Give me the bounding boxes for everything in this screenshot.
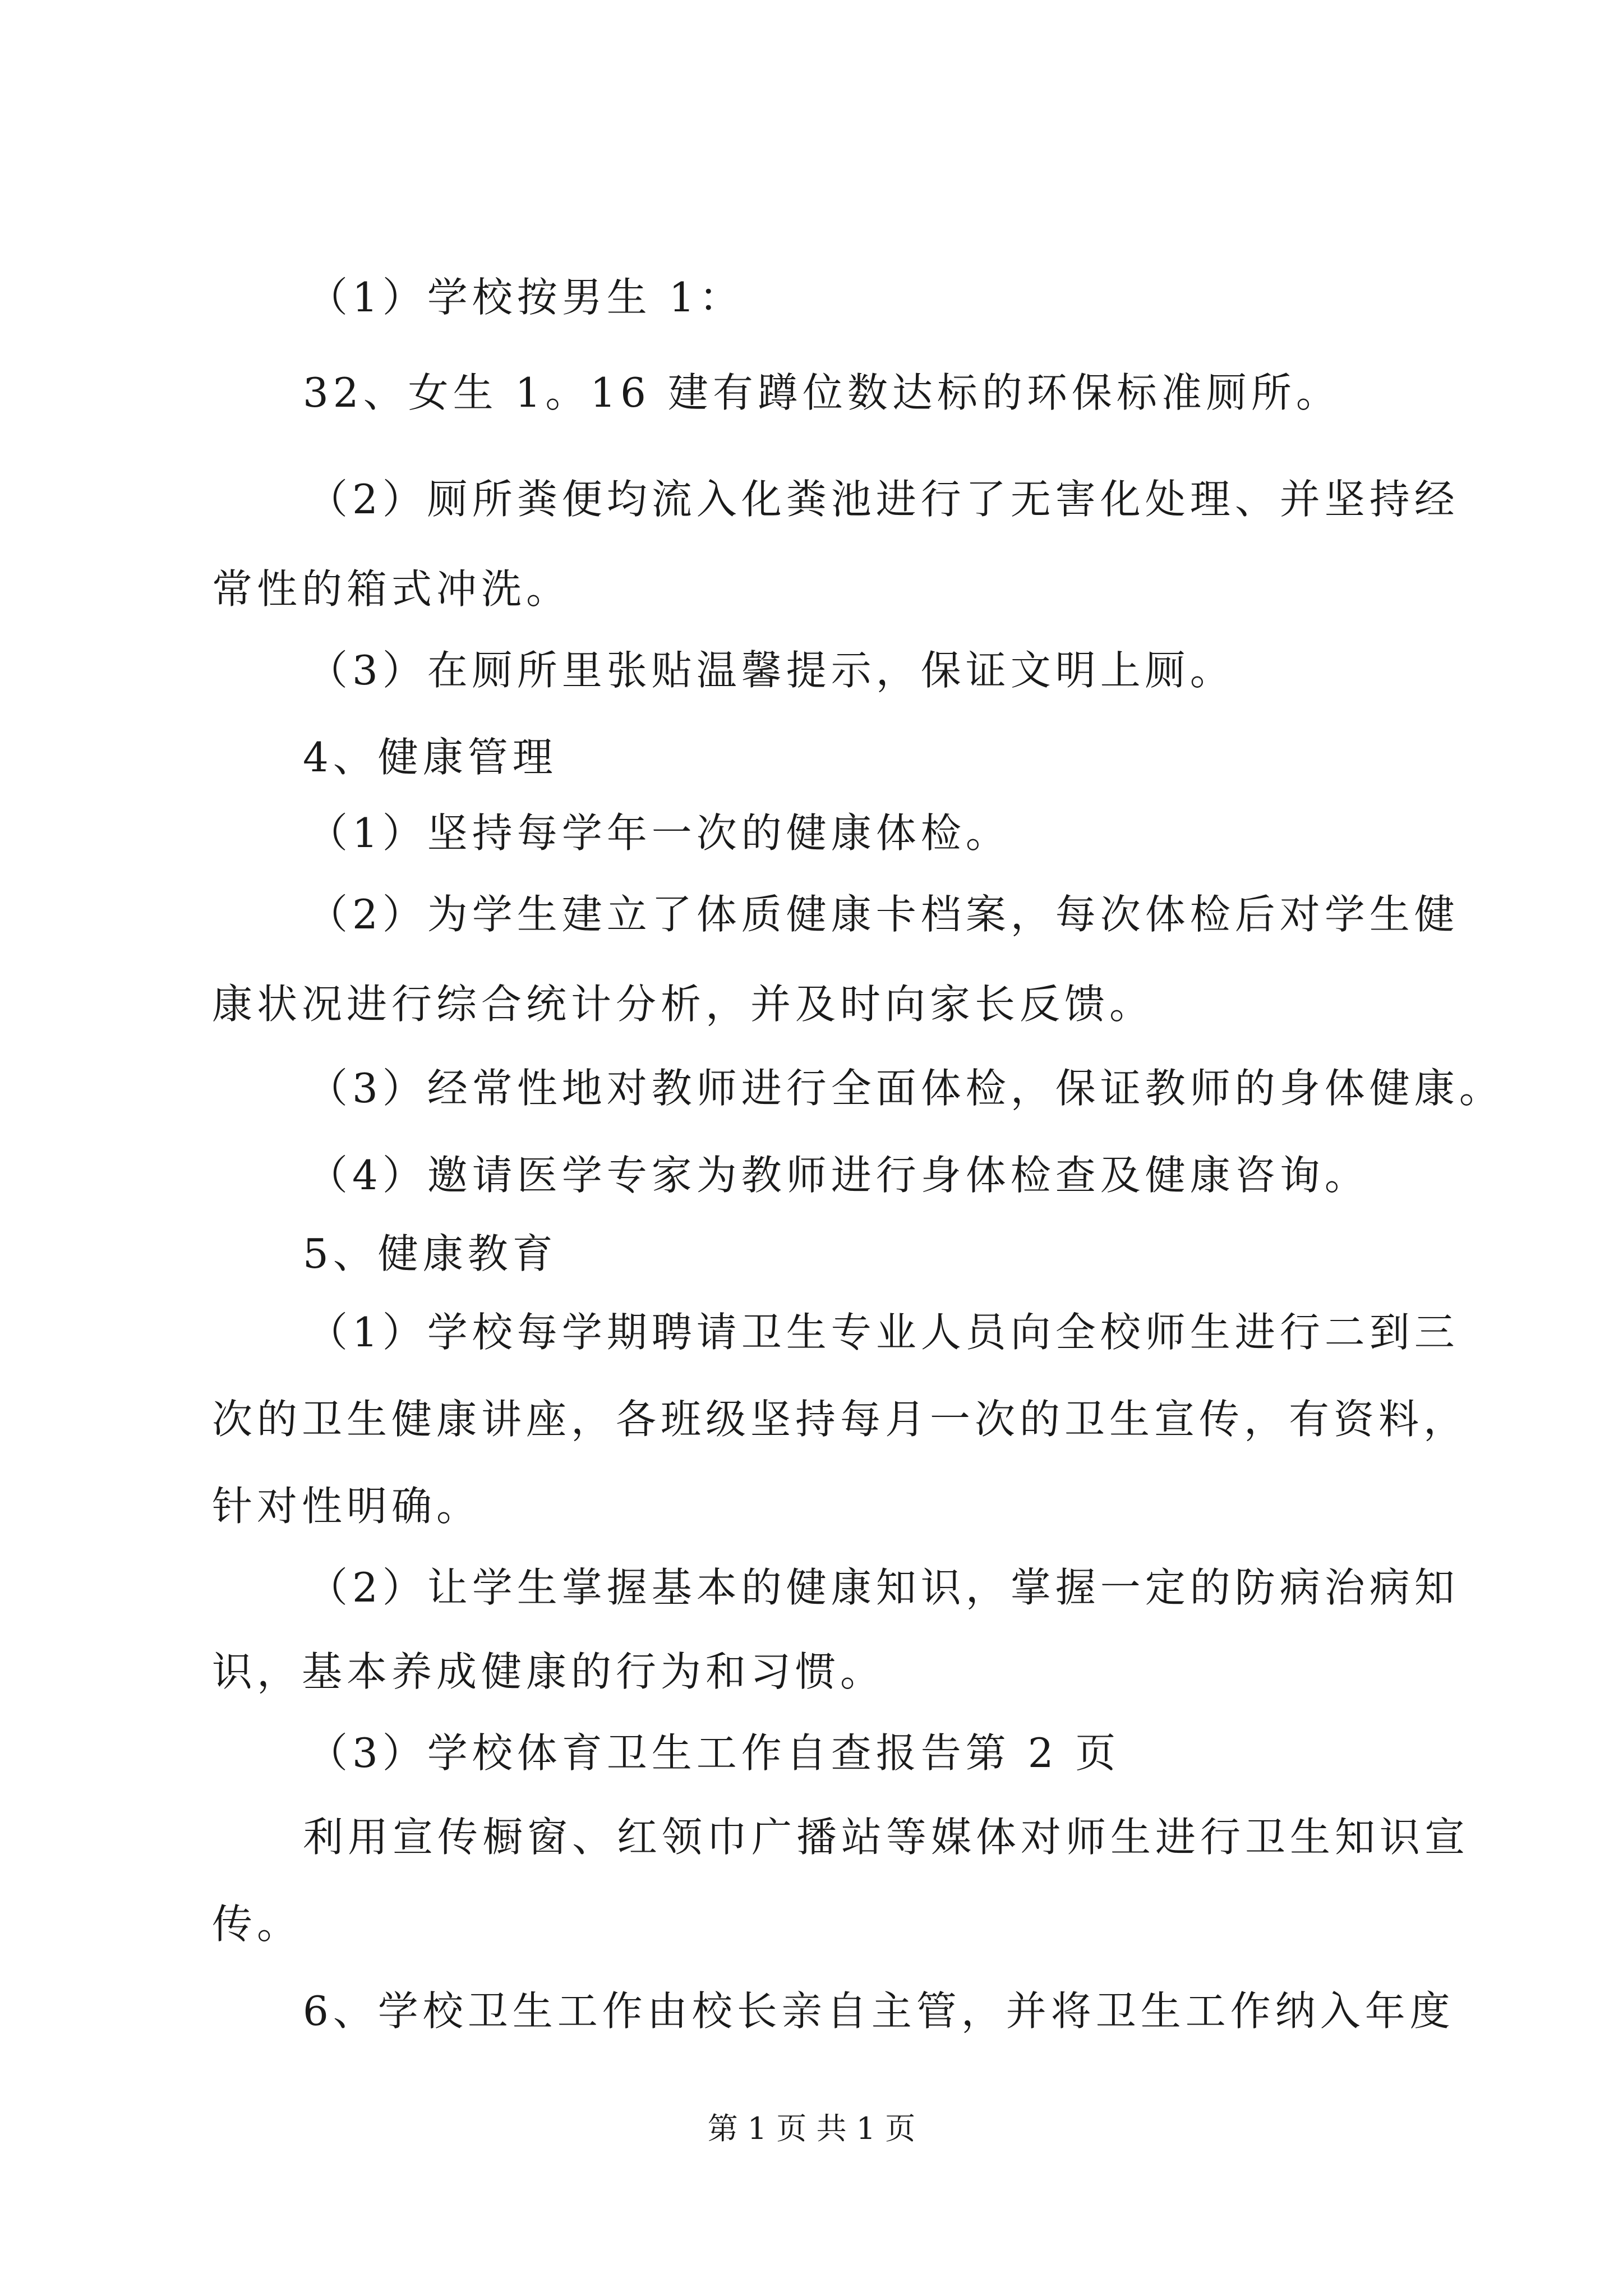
section-heading: 4、健康管理 [303, 734, 557, 781]
paragraph-line: （3）经常性地对教师进行全面体检，保证教师的身体健康。 [307, 1065, 1504, 1112]
paragraph-line: 次的卫生健康讲座，各班级坚持每月一次的卫生宣传，有资料， [212, 1396, 1469, 1443]
paragraph-line: 传。 [212, 1901, 302, 1948]
section-heading: 5、健康教育 [303, 1230, 557, 1277]
paragraph-line: （1）坚持每学年一次的健康体检。 [307, 809, 1011, 857]
paragraph-line: （4）邀请医学专家为教师进行身体检查及健康咨询。 [307, 1152, 1370, 1199]
paragraph-line: 利用宣传橱窗、红领巾广播站等媒体对师生进行卫生知识宣 [303, 1814, 1470, 1861]
paragraph-line: 针对性明确。 [212, 1483, 482, 1530]
paragraph-line: （1）学校按男生 1： [307, 274, 744, 321]
paragraph-line: 康状况进行综合统计分析，并及时向家长反馈。 [212, 981, 1155, 1028]
paragraph-line: （2）让学生掌握基本的健康知识，掌握一定的防病治病知 [307, 1564, 1459, 1611]
page-number-footer: 第 1 页 共 1 页 [707, 2111, 916, 2146]
paragraph-line: 32、女生 1。16 建有蹲位数达标的环保标准厕所。 [303, 369, 1341, 416]
paragraph-line: （1）学校每学期聘请卫生专业人员向全校师生进行二到三 [307, 1309, 1459, 1356]
paragraph-line: 识，基本养成健康的行为和习惯。 [212, 1648, 886, 1695]
paragraph-line: （2）厕所粪便均流入化粪池进行了无害化处理、并坚持经 [307, 476, 1459, 523]
paragraph-line: （2）为学生建立了体质健康卡档案，每次体检后对学生健 [307, 891, 1459, 938]
paragraph-line: （3）在厕所里张贴温馨提示，保证文明上厕。 [307, 647, 1235, 694]
paragraph-line: 常性的箱式冲洗。 [212, 565, 571, 613]
paragraph-line: 6、学校卫生工作由校长亲自主管，并将卫生工作纳入年度 [303, 1987, 1455, 2035]
paragraph-line: （3）学校体育卫生工作自查报告第 2 页 [307, 1729, 1121, 1777]
